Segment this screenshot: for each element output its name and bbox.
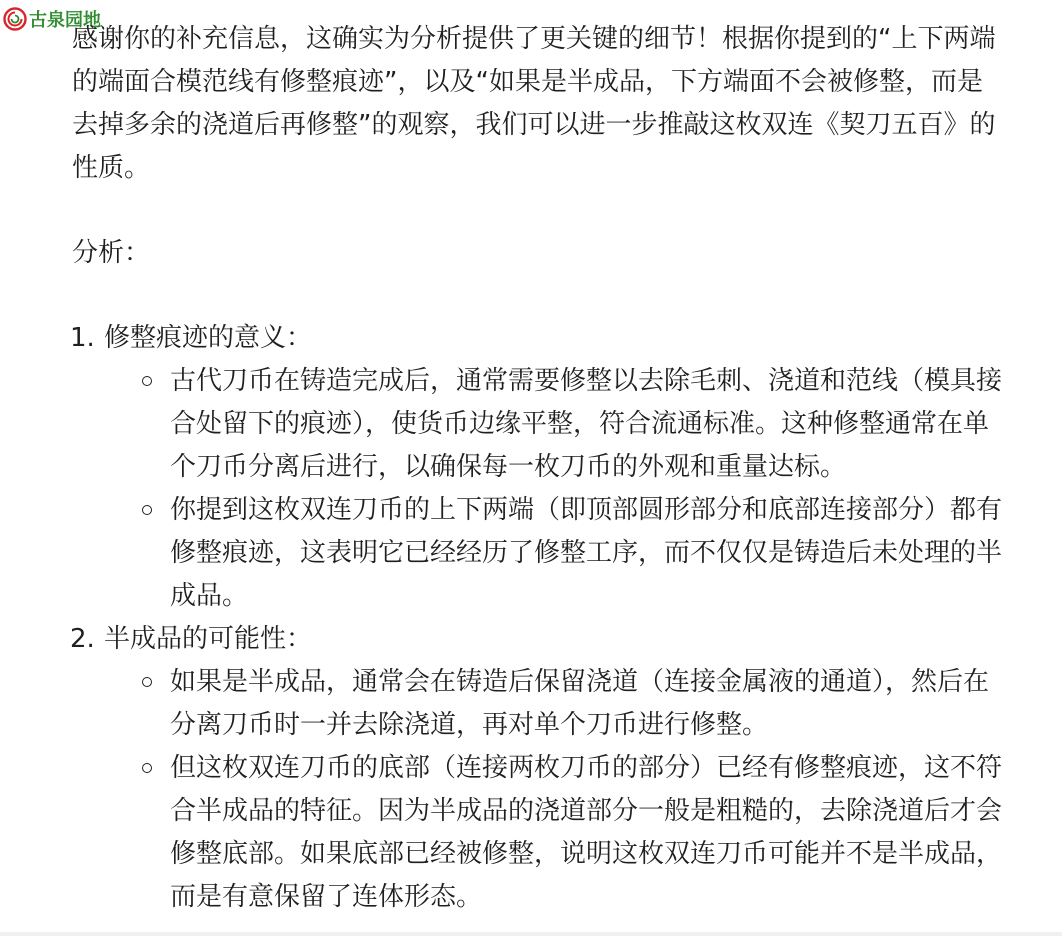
sub-bullet-item — [138, 489, 1004, 618]
sub-bullet-item — [138, 661, 1004, 747]
hollow-bullet-icon — [142, 376, 152, 386]
analysis-list — [72, 317, 1004, 919]
watermark-text: 古泉园地 — [29, 10, 101, 31]
bottom-edge-bar — [0, 932, 1062, 936]
item-number: 2. — [70, 624, 95, 654]
bullet-text: 如果是半成品，通常会在铸造后保留浇道（连接金属液的通道），然后在分离刀币时一并去除浇道，再对单个刀币进行修整。 — [170, 667, 990, 740]
bullet-text: 古代刀币在铸造完成后，通常需要修整以去除毛刺、浇道和范线（模具接合处留下的痕迹），使货币边缘平整，符合流通标准。这种修整通常在单个刀币分离后进行，以确保每一枚刀币的外观和重量达标。 — [170, 366, 1003, 482]
sub-bullet-list — [104, 360, 1004, 618]
item-title: 半成品的可能性： — [104, 624, 313, 654]
intro-paragraph: 感谢你的补充信息，这确实为分析提供了更关键的细节！根据你提到的“上下两端的端面合模范线有修整痕迹”，以及“如果是半成品，下方端面不会被修整，而是去掉多余的浇道后再修整”的观察，我们可以进一步推敲这枚双连《契刀五百》的性质。 — [72, 24, 996, 183]
bullet-text: 你提到这枚双连刀币的上下两端（即顶部圆形部分和底部连接部分）都有修整痕迹，这表明它已经经历了修整工序，而不仅仅是铸造后未处理的半成品。 — [170, 495, 1003, 611]
item-title: 修整痕迹的意义： — [104, 323, 313, 353]
hollow-bullet-icon — [142, 677, 152, 687]
paragraph-spacer — [72, 190, 1004, 232]
sub-bullet-item — [138, 360, 1004, 489]
hollow-bullet-icon — [142, 505, 152, 515]
message-content — [72, 18, 1004, 919]
bullet-text: 但这枚双连刀币的底部（连接两枚刀币的部分）已经有修整痕迹，这不符合半成品的特征。因为半成品的浇道部分一般是粗糙的，去除浇道后才会修整底部。如果底部已经被修整，说明这枚双连刀币可能并不是半成品，而是有意保留了连体形态。 — [170, 753, 1003, 912]
analysis-item-1 — [72, 317, 1004, 618]
paragraph-spacer — [72, 275, 1004, 317]
analysis-heading: 分析： — [72, 238, 151, 268]
sub-bullet-list — [104, 661, 1004, 919]
item-number: 1. — [70, 323, 95, 353]
coin-spiral-logo-icon — [2, 6, 28, 32]
analysis-item-2 — [72, 618, 1004, 919]
sub-bullet-item — [138, 747, 1004, 919]
hollow-bullet-icon — [142, 763, 152, 773]
